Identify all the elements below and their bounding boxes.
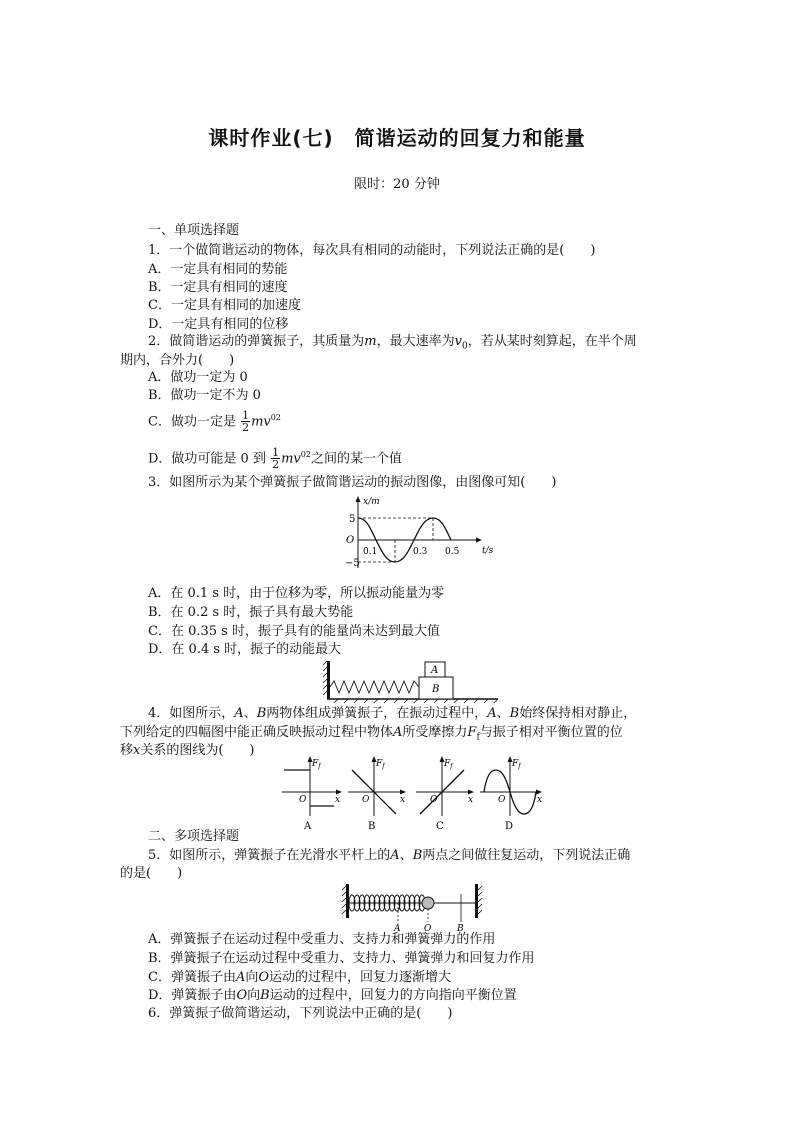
mv-symbol: mv <box>251 414 271 430</box>
graph-a <box>282 756 344 832</box>
q2-stem-part: ，若从某时刻算起，在半个周 <box>467 334 637 349</box>
right-wall <box>475 884 478 918</box>
velocity-symbol: v <box>454 334 462 349</box>
symbol-a: A <box>234 706 244 721</box>
q2-option-c-text: C．做功一定是 <box>148 414 236 430</box>
q4-text: 关系的图线为( ) <box>140 743 255 758</box>
label-o: O <box>424 924 432 934</box>
graph-label-b: B <box>368 821 376 832</box>
origin-label: O <box>498 795 506 805</box>
section-multi-choice: 二、多项选择题 <box>148 829 240 844</box>
frac-denominator: 2 <box>272 458 280 472</box>
graph-b <box>346 756 410 832</box>
graph-label-c: C <box>436 821 444 832</box>
origin-label: O <box>430 795 438 805</box>
block-b-label: B <box>432 684 440 695</box>
symbol-b: B <box>509 706 520 721</box>
symbol-x: x <box>133 743 141 758</box>
q1-stem: 1．一个做简谐运动的物体，每次具有相同的动能时，下列说法正确的是( ) <box>148 243 596 258</box>
velocity-subscript: 0 <box>461 341 468 352</box>
left-wall-hatch <box>342 886 346 914</box>
frac-numerator: 1 <box>272 446 280 460</box>
axis-x-label: x <box>537 795 543 805</box>
exponent: 02 <box>300 450 311 459</box>
section-single-choice: 一、单项选择题 <box>148 223 240 238</box>
graph-tick-y-max: 5 <box>349 514 356 525</box>
symbol-a: A <box>235 970 246 985</box>
graph-y-arrow <box>356 496 361 502</box>
q5-stem-line2: 的是( ) <box>120 866 183 881</box>
q2-stem-part: ，最大速率为 <box>376 334 455 349</box>
right-wall-hatch <box>478 886 482 914</box>
graph-d <box>480 756 546 832</box>
symbol-o: O <box>236 988 248 1003</box>
q6-stem: 6．弹簧振子做简谐运动，下列说法中正确的是( ) <box>148 1006 453 1021</box>
q2-option-a: A．做功一定为 0 <box>148 370 248 385</box>
symbol-b: B <box>260 988 270 1003</box>
q3-stem: 3．如图所示为某个弹簧振子做简谐运动的振动图像，由图像可知( ) <box>148 475 557 490</box>
symbol-a: A <box>487 706 497 721</box>
axis-y-label: $F_f$ <box>444 759 453 770</box>
q4-sep: 、 <box>496 706 510 721</box>
graph-tick-x-01: 0.1 <box>363 547 378 557</box>
axis-y-label: $F_f$ <box>512 759 521 770</box>
q4-text: 两物体组成弹簧振子，在振动过程中， <box>266 706 488 721</box>
frac-numerator: 1 <box>242 409 250 423</box>
axis-x-label: x <box>400 795 406 805</box>
left-wall <box>346 884 349 918</box>
symbol-o: O <box>258 970 270 985</box>
graph-tick-x-03: 0.3 <box>413 547 428 557</box>
q4-text: 移 <box>120 743 134 758</box>
q1-option-a: A．一定具有相同的势能 <box>148 262 288 277</box>
q2-option-d-tail: 之间的某一个值 <box>310 451 402 467</box>
q5-text: 两点之间做往复运动，下列说法正确 <box>422 848 631 863</box>
q5-sep: 、 <box>399 848 413 863</box>
q5-option-b: B．弹簧振子在运动过程中受重力、支持力、弹簧弹力和回复力作用 <box>148 951 535 966</box>
origin-label: O <box>362 795 370 805</box>
axis-x-label: x <box>468 795 474 805</box>
time-limit: 限时：20 分钟 <box>354 177 440 192</box>
page-title: 课时作业(七) 简谐运动的回复力和能量 <box>208 126 586 150</box>
graph-label-d: D <box>505 821 514 832</box>
q3-option-a: A．在 0.1 s 时，由于位移为零，所以振动能量为零 <box>148 586 445 601</box>
symbol-a: A <box>393 725 403 740</box>
graph-y-label: x/m <box>363 497 380 507</box>
symbol-f: F <box>467 725 477 740</box>
q2-option-c <box>148 409 281 433</box>
q3-option-b: B．在 0.2 s 时，振子具有最大势能 <box>148 605 354 620</box>
q4-text: 所受摩擦力 <box>402 725 468 740</box>
axis-x-arrow <box>336 790 342 795</box>
rod-spring-figure <box>340 882 486 932</box>
q4-text: 始终保持相对静止， <box>519 706 637 721</box>
q3-option-c: C．在 0.35 s 时，振子具有的能量尚未达到最大值 <box>148 624 440 639</box>
fraction-one-half <box>241 410 250 433</box>
mass-symbol: m <box>364 334 377 349</box>
q5-text: D．弹簧振子由 <box>148 988 237 1003</box>
vibration-graph <box>336 492 494 572</box>
q2-option-d-text: D．做功可能是 0 到 <box>148 451 266 467</box>
wall-hatch <box>323 661 327 695</box>
q2-option-b: B．做功一定不为 0 <box>148 388 261 403</box>
graph-tick-y-min: −5 <box>345 558 360 569</box>
spring-zigzag <box>330 681 419 693</box>
q5-stem-line1 <box>148 847 630 865</box>
frac-denominator: 2 <box>242 421 250 435</box>
symbol-a: A <box>390 848 400 863</box>
left-wall <box>327 661 330 699</box>
axis-x-arrow <box>536 790 542 795</box>
q4-text: 下列给定的四幅图中能正确反映振动过程中物体 <box>120 725 394 740</box>
q4-sep: 、 <box>243 706 257 721</box>
axis-x-arrow <box>400 790 406 795</box>
spring-block-figure <box>322 657 502 703</box>
q4-text: 与振子相对平衡位置的位 <box>479 725 623 740</box>
symbol-f-sub: f <box>476 732 480 743</box>
q4-stem-line1 <box>148 705 636 723</box>
q4-stem-line3 <box>120 742 255 760</box>
graph-c <box>414 756 478 832</box>
fraction-one-half <box>271 447 280 470</box>
graph-label-a: A <box>304 821 312 832</box>
q1-option-b: B．一定具有相同的速度 <box>148 280 288 295</box>
graph-x-arrow <box>476 538 482 543</box>
symbol-b: B <box>256 706 267 721</box>
q5-text: 向 <box>247 988 261 1003</box>
q5-option-d <box>148 987 517 1005</box>
q5-option-c <box>148 969 451 987</box>
q2-option-d <box>148 446 402 470</box>
symbol-b: B <box>412 848 423 863</box>
exponent: 02 <box>270 413 281 422</box>
axis-x-arrow <box>468 790 474 795</box>
axis-y-label: $F_f$ <box>376 759 385 770</box>
label-b: B <box>457 924 464 934</box>
oscillator-ball <box>422 897 434 909</box>
block-a-label: A <box>431 665 439 676</box>
q5-option-a: A．弹簧振子在运动过程中受重力、支持力和弹簧弹力的作用 <box>148 932 496 947</box>
q2-stem-line2: 期内，合外力( ) <box>120 353 235 368</box>
q5-text: 运动的过程中，回复力逐渐增大 <box>269 970 452 985</box>
q1-option-c: C．一定具有相同的加速度 <box>148 298 301 313</box>
graph-origin: O <box>346 535 355 546</box>
q5-text: C．弹簧振子由 <box>148 970 236 985</box>
graph-x-label: t/s <box>482 546 494 556</box>
graph-tick-x-05: 0.5 <box>445 547 460 557</box>
q5-text: 5．如图所示，弹簧振子在光滑水平杆上的 <box>148 848 391 863</box>
axis-y-label: $F_f$ <box>312 759 321 770</box>
q5-text: 向 <box>245 970 259 985</box>
origin-label: O <box>299 795 307 805</box>
axis-x-label: x <box>335 795 341 805</box>
q1-option-d: D．一定具有相同的位移 <box>148 317 289 332</box>
q3-option-d: D．在 0.4 s 时，振子的动能最大 <box>148 642 342 657</box>
q4-text: 4．如图所示， <box>148 706 235 721</box>
q2-stem-part: 2．做简谐运动的弹簧振子，其质量为 <box>148 334 365 349</box>
mv-symbol: mv <box>281 451 301 467</box>
q5-text: 运动的过程中，回复力的方向指向平衡位置 <box>269 988 517 1003</box>
label-a: A <box>394 924 401 934</box>
